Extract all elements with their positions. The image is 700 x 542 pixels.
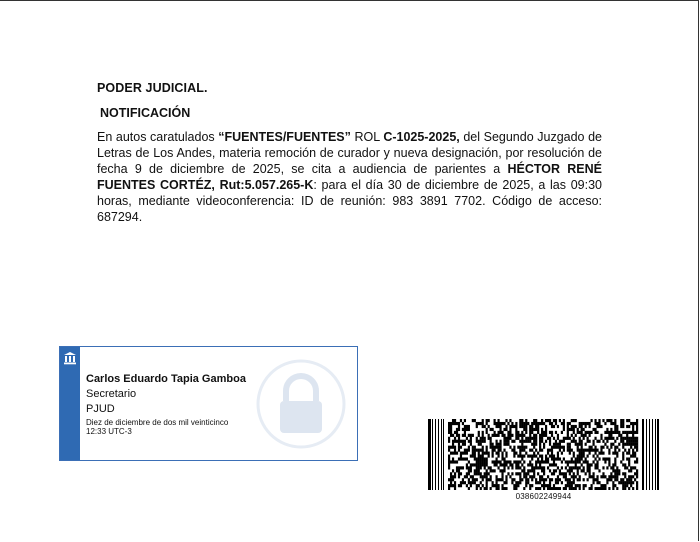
lock-icon	[256, 359, 346, 449]
signature-time-text: 12:33 UTC-3	[86, 427, 132, 436]
signature-date	[86, 418, 261, 436]
header-poder-judicial: PODER JUDICIAL.	[97, 81, 208, 95]
body-rol-label: ROL	[350, 130, 384, 144]
signer-name: Carlos Eduardo Tapia Gamboa	[86, 373, 246, 385]
signer-organization: PJUD	[86, 403, 115, 415]
body-middle: del Segundo Juzgado de Letras de Los Andes, materia remoción de curador y nueva designación, por resolución de fecha 9 de diciembre de 2025, se cita a audiencia de parientes a	[97, 130, 602, 176]
notification-title: NOTIFICACIÓN	[100, 106, 191, 120]
electronic-signature-box	[59, 346, 358, 461]
body-intro: En autos caratulados	[97, 130, 219, 144]
case-name: “FUENTES/FUENTES”	[218, 130, 351, 144]
case-rol: C-1025-2025,	[383, 130, 460, 144]
signature-date-text: Diez de diciembre de dos mil veinticinco	[86, 418, 229, 427]
body-end: : para el día 30 de diciembre de 2025, a las 09:30 horas, mediante videoconferencia: ID de reunión: 983 3891 7702. Código de acceso: 687294.	[97, 178, 602, 224]
barcode-number: 038602249944	[515, 492, 572, 501]
signature-stripe	[60, 347, 80, 460]
notification-body	[97, 129, 602, 225]
courthouse-icon	[63, 351, 77, 365]
person-name: HÉCTOR RENÉ FUENTES CORTÉZ, Rut:5.057.265-K	[97, 162, 602, 192]
signer-role: Secretario	[86, 388, 137, 400]
pdf417-barcode	[428, 419, 659, 490]
